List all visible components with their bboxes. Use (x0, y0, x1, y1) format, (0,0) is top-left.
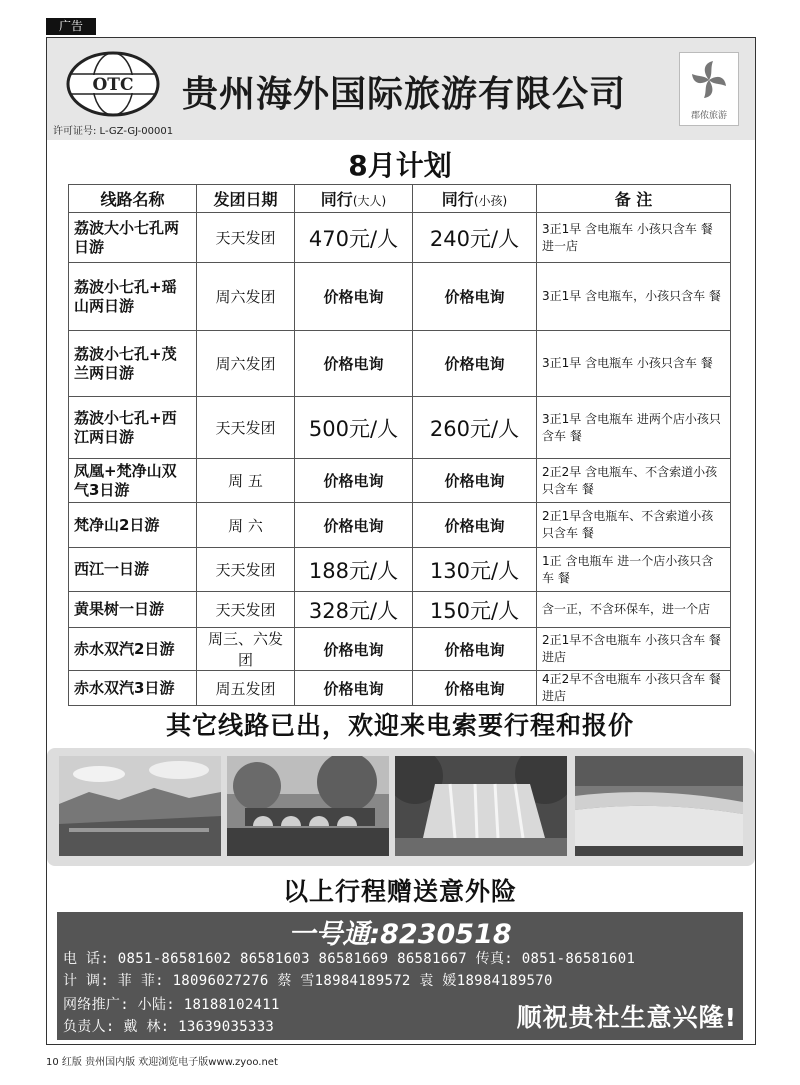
child-price: 价格电询 (413, 671, 537, 706)
adult-price: 500元/人 (295, 397, 413, 459)
table-row (69, 628, 731, 671)
departure-date: 周 五 (197, 459, 295, 503)
child-price: 240元/人 (413, 213, 537, 263)
route-note: 3正1早 含电瓶车 小孩只含车 餐 进一店 (537, 213, 731, 263)
header-child-label: 同行 (441, 190, 474, 209)
dam-waterfall-photo (575, 756, 743, 856)
table-row (69, 263, 731, 331)
page-title: 8月计划 (348, 149, 452, 182)
header-adult-price (295, 185, 413, 213)
table-row (69, 592, 731, 628)
route-note: 3正1早 含电瓶车 进两个店小孩只含车 餐 (537, 397, 731, 459)
table-row (69, 548, 731, 592)
adult-price: 价格电询 (295, 263, 413, 331)
page-footer: 10 红版 贵州国内版 欢迎浏览电子版www.zyoo.net (46, 1057, 278, 1068)
route-note: 2正1早含电瓶车、不含索道小孩只含车 餐 (537, 503, 731, 548)
itinerary-table (68, 184, 731, 706)
header-note: 备 注 (537, 185, 731, 213)
route-note: 4正2早不含电瓶车 小孩只含车 餐进店 (537, 671, 731, 706)
route-name: 赤水双汽2日游 (69, 628, 197, 671)
town-photo (59, 756, 221, 856)
route-note: 1正 含电瓶车 进一个店小孩只含车 餐 (537, 548, 731, 592)
logo-text: OTC (92, 75, 134, 95)
child-price: 价格电询 (413, 628, 537, 671)
insurance-banner: 以上行程赠送意外险 (282, 877, 517, 906)
child-price: 价格电询 (413, 503, 537, 548)
adult-price: 188元/人 (295, 548, 413, 592)
header-adult-sub: (大人) (352, 194, 387, 208)
adult-price: 价格电询 (295, 671, 413, 706)
partner-badge (679, 52, 739, 126)
other-routes-banner: 其它线路已出，欢迎来电索要行程和报价 (165, 711, 634, 740)
table-header-row (69, 185, 731, 213)
child-price: 价格电询 (413, 331, 537, 397)
company-logo (65, 50, 161, 118)
departure-date: 天天发团 (197, 213, 295, 263)
table-row (69, 331, 731, 397)
table-row (69, 459, 731, 503)
adult-price: 价格电询 (295, 459, 413, 503)
adult-price: 价格电询 (295, 503, 413, 548)
bridge-photo (227, 756, 389, 856)
route-name: 荔波小七孔+茂兰两日游 (69, 331, 197, 397)
departure-date: 天天发团 (197, 592, 295, 628)
departure-date: 周五发团 (197, 671, 295, 706)
route-name: 西江一日游 (69, 548, 197, 592)
waterfall-photo (395, 756, 567, 856)
route-name: 荔波小七孔+瑶山两日游 (69, 263, 197, 331)
departure-date: 周三、六发团 (197, 628, 295, 671)
phone-line: 电 话: 0851-86581602 86581603 86581669 86581667 传真: 0851-86581601 (63, 951, 636, 967)
network-line: 网络推广: 小陆: 18188102411 (63, 997, 280, 1013)
adult-price: 价格电询 (295, 628, 413, 671)
route-note: 3正1早 含电瓶车，小孩只含车 餐 (537, 263, 731, 331)
dispatch-line: 计 调: 菲 菲: 18096027276 蔡 雪18984189572 袁 媛18984189570 (63, 973, 553, 989)
adult-price: 价格电询 (295, 331, 413, 397)
badge-text: 郡侬旅游 (690, 111, 727, 121)
header-child-price (413, 185, 537, 213)
header-child-sub: (小孩) (473, 194, 508, 208)
departure-date: 周六发团 (197, 331, 295, 397)
adult-price: 470元/人 (295, 213, 413, 263)
photo-strip (47, 748, 755, 866)
header-route: 线路名称 (69, 185, 197, 213)
route-name: 黄果树一日游 (69, 592, 197, 628)
header-adult-label: 同行 (320, 190, 353, 209)
route-note: 2正2早 含电瓶车、不含索道小孩只含车 餐 (537, 459, 731, 503)
route-name: 荔波大小七孔两日游 (69, 213, 197, 263)
company-name: 贵州海外国际旅游有限公司 (182, 74, 627, 115)
wish-text: 顺祝贵社生意兴隆! (516, 1003, 737, 1032)
adult-price: 328元/人 (295, 592, 413, 628)
license-number: 许可证号: L-GZ-GJ-00001 (53, 126, 174, 137)
route-note: 含一正，不含环保车，进一个店 (537, 592, 731, 628)
route-name: 荔波小七孔+西江两日游 (69, 397, 197, 459)
company-header (47, 38, 755, 140)
route-name: 梵净山2日游 (69, 503, 197, 548)
child-price: 260元/人 (413, 397, 537, 459)
child-price: 150元/人 (413, 592, 537, 628)
header-date: 发团日期 (197, 185, 295, 213)
table-row (69, 503, 731, 548)
table-row (69, 397, 731, 459)
pinwheel-icon (680, 53, 738, 107)
contact-panel (57, 912, 743, 1040)
departure-date: 周六发团 (197, 263, 295, 331)
departure-date: 周 六 (197, 503, 295, 548)
ad-tag: 广告 (46, 18, 96, 35)
table-row (69, 213, 731, 263)
manager-line: 负责人: 戴 林: 13639035333 (63, 1019, 275, 1035)
route-name: 凤凰+梵净山双气3日游 (69, 459, 197, 503)
table-row (69, 671, 731, 706)
route-note: 2正1早不含电瓶车 小孩只含车 餐进店 (537, 628, 731, 671)
hotline: 一号通:8230518 (288, 919, 512, 950)
departure-date: 天天发团 (197, 548, 295, 592)
departure-date: 天天发团 (197, 397, 295, 459)
child-price: 价格电询 (413, 263, 537, 331)
child-price: 130元/人 (413, 548, 537, 592)
child-price: 价格电询 (413, 459, 537, 503)
route-note: 3正1早 含电瓶车 小孩只含车 餐 (537, 331, 731, 397)
route-name: 赤水双汽3日游 (69, 671, 197, 706)
